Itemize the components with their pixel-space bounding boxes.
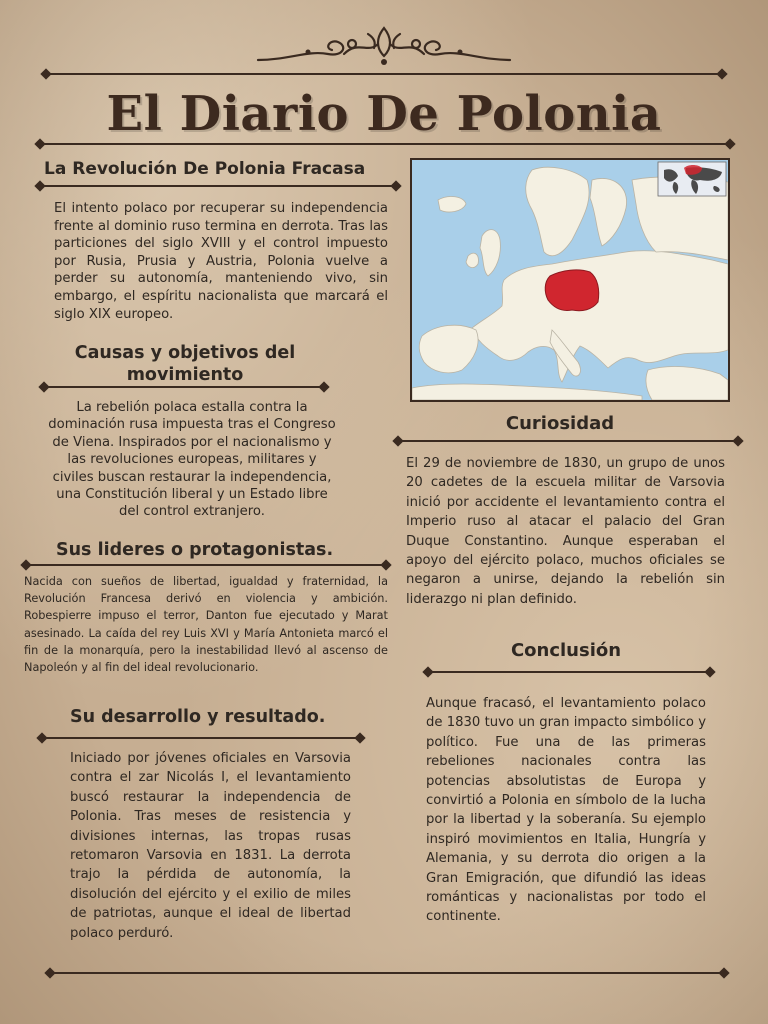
lideres-rule — [26, 564, 386, 566]
page-title: El Diario De Polonia — [106, 86, 662, 142]
masthead-bottom-rule — [40, 143, 730, 145]
curiosidad-text: El 29 de noviembre de 1830, un grupo de unos 20 cadetes de la escuela militar de Varsovia inició por accidente el levantamiento contra el Imperio ruso al atacar el palacio del Gran Duque Constantino. Aunque esperaban el apoyo del ejército polaco, muchos oficiales se negaron a unirse, dejando la rebelión sin liderazgo ni plan definido. — [406, 456, 725, 607]
conclusion-text: Aunque fracasó, el levantamiento polaco de 1830 tuvo un gran impacto simbólico y político. Fue una de las primeras rebeliones nacionales contra las potencias absolutistas de Europa y convirtió a Polonia en símbolo de la lucha por la libertad y la soberanía. Su ejemplo inspiró movimientos en Italia, Hungría y Alemania, y su derrota dio origen a la Gran Emigración, que difundió las ideas románticas y nacionalistas por todo el continente. — [426, 696, 706, 925]
main-headline: La Revolución De Polonia Fracasa — [44, 159, 366, 179]
flourish-ornament-icon — [248, 20, 520, 70]
main-article-text: El intento polaco por recuperar su independencia frente al dominio ruso termina en derrota. Tras las particiones del siglo XVIII y el control impuesto por Rusia, Prusia y Austria, Polonia vuelve a perder su autonomía, manteniendo vivo, sin embargo, el espíritu nacionalista que marcará el siglo XIX europeo. — [54, 201, 388, 322]
europe-locator-map — [410, 158, 730, 402]
footer-rule — [50, 972, 724, 974]
curiosidad-rule — [398, 440, 738, 442]
causas-rule — [44, 386, 324, 388]
lideres-text: Nacida con sueños de libertad, igualdad y fraternidad, la Revolución Francesa derivó en violencia y ambición. Robespierre impuso el terror, Danton fue ejecutado y Marat asesinado. La caída del rey Luis XVI y María Antonieta marcó el fin de la monarquía, pero la inestabilidad llevó al ascenso de Napoleón y al fin del ideal revolucionario. — [24, 575, 388, 675]
masthead-top-rule — [46, 73, 722, 75]
conclusion-heading: Conclusión — [510, 640, 622, 661]
desarrollo-heading: Su desarrollo y resultado. — [70, 707, 326, 727]
lideres-heading: Sus lideres o protagonistas. — [56, 540, 334, 560]
desarrollo-rule — [42, 737, 360, 739]
causas-text: La rebelión polaca estalla contra la dominación rusa impuesta tras el Congreso de Viena. Inspirados por el nacionalismo y las revoluciones europeas, militares y civiles buscan restaurar la independencia, una Constitución liberal y un Estado libre del control extranjero. — [48, 400, 336, 520]
conclusion-rule — [428, 671, 710, 673]
desarrollo-text: Iniciado por jóvenes oficiales en Varsovia contra el zar Nicolás I, el levantamiento buscó restaurar la independencia de Polonia. Tras meses de resistencia y divisiones internas, las tropas rusas retomaron Varsovia en 1831. La derrota trajo la pérdida de autonomía, la disolución del ejército y el exilio de miles de patriotas, aunque el ideal de libertad polaco perduró. — [70, 751, 351, 941]
curiosidad-heading: Curiosidad — [505, 413, 615, 434]
causas-heading: Causas y objetivos del movimiento — [74, 343, 296, 385]
poland-highlight — [545, 270, 599, 311]
headline-rule — [40, 185, 396, 187]
